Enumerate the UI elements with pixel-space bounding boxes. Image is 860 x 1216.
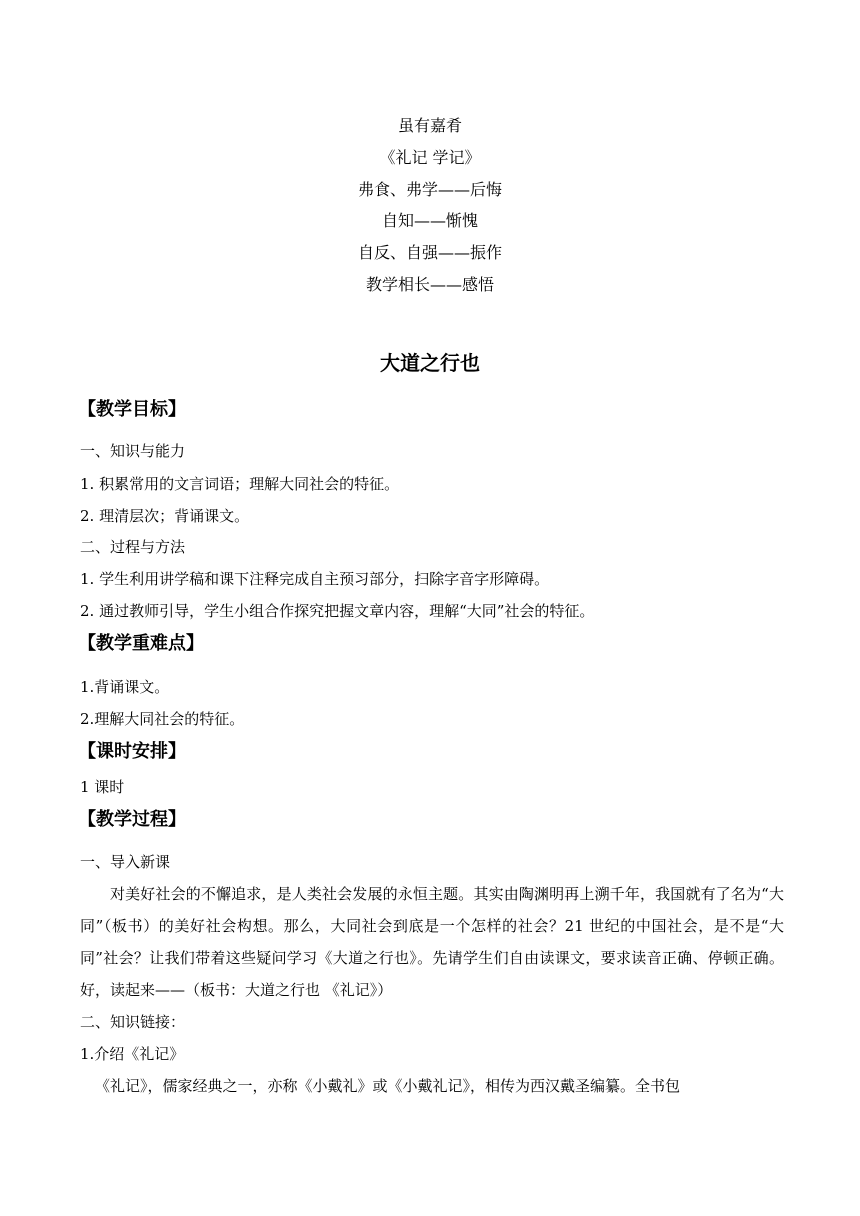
goals-item-1: 1. 积累常用的文言词语；理解大同社会的特征。 <box>80 475 400 493</box>
process-heading: 【教学过程】 <box>78 809 186 830</box>
blackboard-line-5: 自反、自强——振作 <box>357 243 502 262</box>
blackboard-line-3: 弗食、弗学——后悔 <box>357 180 502 199</box>
key-point-2: 2.理解大同社会的特征。 <box>80 710 245 728</box>
goals-item-2: 2. 理清层次；背诵课文。 <box>80 507 250 525</box>
goals-item-4: 2. 通过教师引导，学生小组合作探究把握文章内容，理解“大同”社会的特征。 <box>80 602 595 620</box>
key-point-1: 1.背诵课文。 <box>80 678 170 696</box>
goals-heading: 【教学目标】 <box>78 399 186 420</box>
lesson-title: 大道之行也 <box>380 351 480 375</box>
liji-paragraph: 《礼记》，儒家经典之一，亦称《小戴礼》或《小戴礼记》，相传为西汉戴圣编纂。全书包 <box>95 1077 681 1095</box>
intro-paragraph: 对美好社会的不懈追求，是人类社会发展的永恒主题。其实由陶渊明再上溯千年，我国就有了名为“大同”（板书）的美好社会构想。那么，大同社会到底是一个怎样的社会？21 世纪的中国社会，是不是“大同”社会？让我们带着这些疑问学习《大道之行也》。先请学生们自由读课文，要求读音正确、停顿正确。好，读起来——（板书：大道之行也 《礼记》） <box>80 885 784 999</box>
links-item-1: 1.介绍《礼记》 <box>80 1045 185 1063</box>
process-section-intro: 一、导入新课 <box>80 853 171 871</box>
blackboard-line-6: 教学相长——感悟 <box>365 275 494 294</box>
schedule-heading: 【课时安排】 <box>78 741 186 762</box>
blackboard-line-4: 自知——惭愧 <box>381 211 478 230</box>
process-section-links: 二、知识链接： <box>80 1013 186 1031</box>
blackboard-line-2: 《礼记 学记》 <box>379 148 481 167</box>
blackboard-line-1: 虽有嘉肴 <box>397 116 462 135</box>
goals-section-process: 二、过程与方法 <box>80 538 186 556</box>
goals-section-knowledge: 一、知识与能力 <box>80 442 186 460</box>
schedule-text: 1 课时 <box>80 778 125 796</box>
key-points-heading: 【教学重难点】 <box>78 633 204 654</box>
goals-item-3: 1. 学生利用讲学稿和课下注释完成自主预习部分，扫除字音字形障碍。 <box>80 570 550 588</box>
